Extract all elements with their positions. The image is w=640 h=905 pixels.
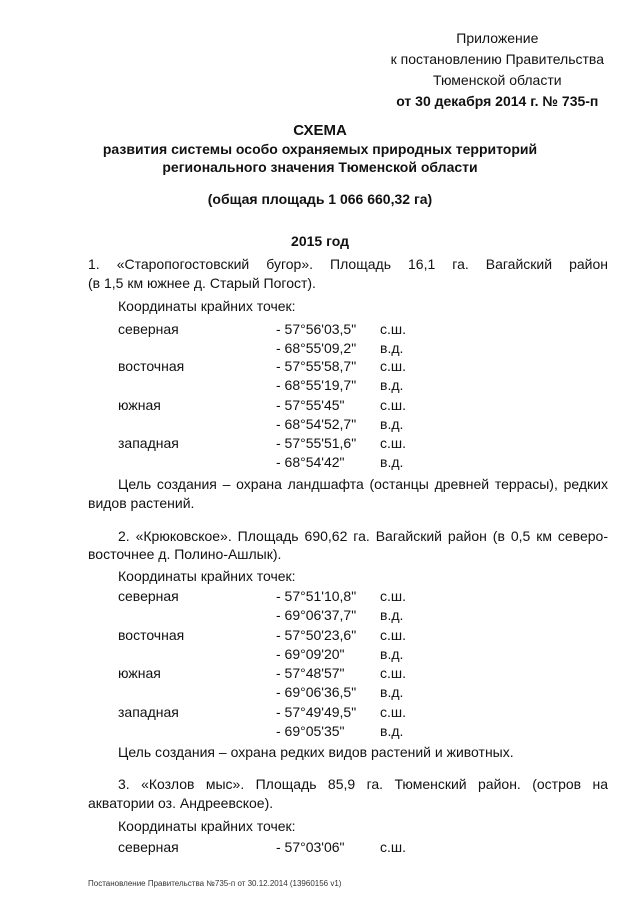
point-name: восточная: [118, 358, 185, 374]
point-name: северная: [118, 839, 179, 855]
site-description: акватории оз. Андреевское).: [88, 795, 274, 811]
site-goal: Цель создания – охрана ландшафта (останцы древней террасы), редких: [118, 476, 608, 492]
longitude-unit: в.д.: [380, 340, 404, 356]
point-coords: [276, 434, 406, 472]
site-description: 1. «Старопогостовский бугор». Площадь 16,1 га. Вагайский район: [88, 256, 608, 272]
longitude: - 68°55'19,7": [276, 377, 357, 393]
coord-row: [0, 396, 560, 434]
longitude: - 69°06'37,7": [276, 607, 357, 623]
point-coords: [276, 587, 406, 625]
document-subtitle: развития системы особо охраняемых природных территорий: [102, 141, 538, 157]
latitude-unit: с.ш.: [380, 665, 407, 681]
year-heading: 2015 год: [291, 233, 349, 249]
point-name: восточная: [118, 627, 185, 643]
point-coords: [276, 320, 406, 358]
longitude-unit: в.д.: [380, 607, 404, 623]
coord-row: [0, 357, 560, 395]
header-line: Тюменской области: [433, 72, 562, 88]
point-name: западная: [118, 704, 179, 720]
header-date-number: от 30 декабря 2014 г. № 735-п: [396, 93, 599, 109]
latitude: - 57°48'57": [276, 665, 345, 681]
point-coords: [276, 703, 406, 741]
point-name: северная: [118, 321, 179, 337]
coords-heading: Координаты крайних точек:: [118, 298, 296, 314]
latitude: - 57°55'58,7": [276, 358, 357, 374]
site-description: восточнее д. Полино-Ашлык).: [88, 546, 282, 562]
header-line: Приложение: [456, 30, 539, 46]
coord-row: [0, 434, 560, 472]
longitude: - 68°54'42": [276, 454, 345, 470]
point-name: северная: [118, 588, 179, 604]
latitude-unit: с.ш.: [380, 839, 407, 855]
point-name: южная: [118, 397, 161, 413]
latitude: - 57°51'10,8": [276, 588, 357, 604]
point-coords: [276, 396, 406, 434]
longitude: - 68°55'09,2": [276, 340, 357, 356]
longitude: - 69°06'36,5": [276, 684, 357, 700]
latitude-unit: с.ш.: [380, 321, 407, 337]
latitude-unit: с.ш.: [380, 435, 407, 451]
longitude-unit: в.д.: [380, 646, 404, 662]
point-name: южная: [118, 665, 161, 681]
point-coords: [276, 838, 406, 857]
point-name: западная: [118, 435, 179, 451]
header-line: к постановлению Правительства: [390, 51, 604, 67]
coord-row: [0, 320, 560, 358]
document-header: [391, 28, 604, 112]
longitude-unit: в.д.: [380, 454, 404, 470]
site-description: 3. «Козлов мыс». Площадь 85,9 га. Тюменский район. (остров на: [118, 776, 608, 792]
latitude: - 57°55'45": [276, 397, 345, 413]
longitude-unit: в.д.: [380, 416, 404, 432]
site-goal: Цель создания – охрана редких видов растений и животных.: [118, 744, 514, 760]
longitude: - 69°05'35": [276, 723, 345, 739]
latitude-unit: с.ш.: [380, 397, 407, 413]
latitude: - 57°50'23,6": [276, 627, 357, 643]
document-title: СХЕМА: [293, 122, 347, 139]
longitude-unit: в.д.: [380, 684, 404, 700]
longitude: - 68°54'52,7": [276, 416, 357, 432]
latitude: - 57°55'51,6": [276, 435, 357, 451]
site-description: (в 1,5 км южнее д. Старый Погост).: [88, 275, 316, 291]
site-goal: видов растений.: [88, 495, 195, 511]
coord-row: [0, 703, 560, 741]
point-coords: [276, 664, 406, 702]
coord-row: [0, 626, 560, 664]
coord-row: [0, 664, 560, 702]
point-coords: [276, 357, 406, 395]
coords-heading: Координаты крайних точек:: [118, 818, 296, 834]
coord-row: [0, 838, 560, 858]
latitude: - 57°49'49,5": [276, 704, 357, 720]
longitude: - 69°09'20": [276, 646, 345, 662]
latitude: - 57°03'06": [276, 839, 345, 855]
total-area: (общая площадь 1 066 660,32 га): [207, 191, 433, 207]
latitude-unit: с.ш.: [380, 704, 407, 720]
latitude-unit: с.ш.: [380, 358, 407, 374]
document-subtitle: регионального значения Тюменской области: [162, 159, 478, 175]
latitude: - 57°56'03,5": [276, 321, 357, 337]
latitude-unit: с.ш.: [380, 588, 407, 604]
document-footer: Постановление Правительства №735-п от 30.12.2014 (13960156 v1): [88, 879, 342, 888]
coords-heading: Координаты крайних точек:: [118, 568, 296, 584]
coord-row: [0, 587, 560, 625]
longitude-unit: в.д.: [380, 723, 404, 739]
longitude-unit: в.д.: [380, 377, 404, 393]
latitude-unit: с.ш.: [380, 627, 407, 643]
site-description: 2. «Крюковское». Площадь 690,62 га. Вагайский район (в 0,5 км северо-: [118, 528, 608, 544]
point-coords: [276, 626, 406, 664]
